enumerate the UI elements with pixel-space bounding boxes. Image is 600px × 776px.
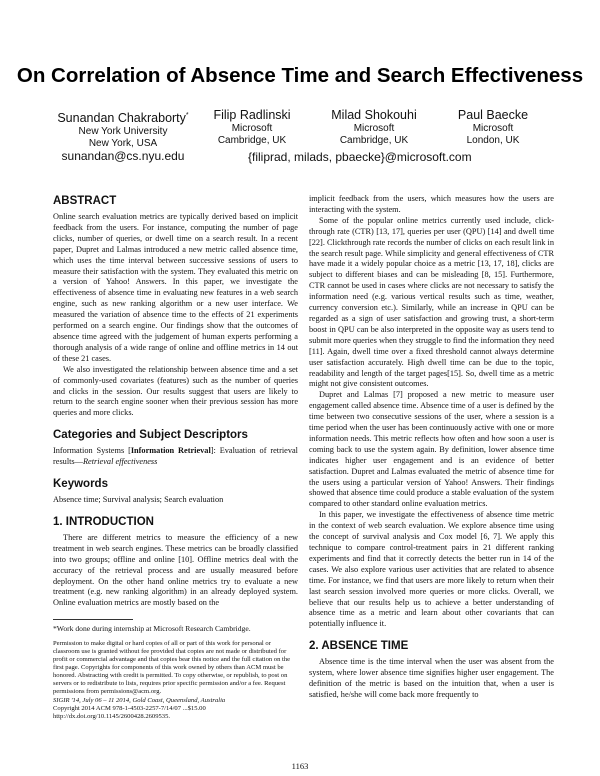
absence-time-definition-paragraph: Dupret and Lalmas [7] proposed a new metric to measure user engagement called absence time. Absence time of a user is defined by the time between two consecutive sessions of the user, where a session is a time period when the user has been continuously active with one or more information needs. This metric reflects how often and how soon a user is coming back to use the system again. By definition, lower absence time indicates higher user engagement and is an evidence of better satisfaction. Dupret and Lalmas evaluated the metric of absence time for the users using a particular version of Yahoo! Answers. Their findings showed that absence time could produce a stable evaluation of the system compared to other standard online evaluation metrics. (309, 390, 554, 509)
author-affiliation: Microsoft (353, 123, 395, 134)
shared-email[interactable]: {filiprad, milads, pbaecke}@microsoft.com (248, 150, 472, 164)
abstract-paragraph-1: Online search evaluation metrics are typically derived based on implicit feedback from the users. For instance, computing the number of page clicks, number of queries, or dwell time on a search result. In a recent paper, Dupret and Lalmas introduced a new metric called absence time, which uses the time interval between successive sessions of users to measure their satisfaction with the system. They evaluated this metric on a version of Yahoo! Answers. In this paper, we investigate the effectiveness of absence time in evaluating new features in a web search engine, such as new ranking algorithm or a new user interface. We measured the variation of absence time to the effects of 21 experiments performed on a search engine. Our findings show that the outcomes of absence time agreed with the judgement of human experts performing a thorough analysis of a wide range of online and offline metrics in 14 out of these 21 cases. (53, 212, 298, 363)
author-chakraborty (48, 108, 198, 163)
permission-notice: Permission to make digital or hard copies of all or part of this work for personal or classroom use is granted without fee provided that copies are not made or distributed for profit or commercial advantage and that copies bear this notice and the full citation on the first page. Copyrights for components of this work owned by others than ACM must be honored. Abstracting with credit is permitted. To copy otherwise, or republish, to post on servers or to redistribute to lists, requires prior specific permission and/or a fee. Request permissions from permissions@acm.org. (53, 639, 291, 696)
footnote-divider (53, 619, 133, 620)
author-affiliation: New York University (78, 126, 168, 138)
copyright-line: Copyright 2014 ACM 978-1-4503-2257-7/14/07 ...$15.00 (53, 704, 206, 712)
author-location: New York, USA (88, 137, 158, 149)
introduction-heading: 1. INTRODUCTION (53, 515, 154, 528)
author-footnote-mark: * (185, 112, 189, 119)
page-number: 1163 (291, 761, 309, 771)
author-name: Filip Radlinski (213, 108, 291, 122)
abstract-paragraph-2: We also investigated the relationship between absence time and a set of commonly-used covariates (features) such as the number of queries and clicks in the session. Our results suggest that users are likely to return to the search engine sooner when their previous session has more queries and more clicks. (53, 364, 298, 418)
keywords-heading: Keywords (53, 478, 108, 491)
author-name: Milad Shokouhi (331, 108, 417, 122)
contribution-paragraph: In this paper, we investigate the effectiveness of absence time metric in the context of web search evaluation. We explore absence time using the concept of survival analysis and Cox model [6, 7]. We apply this technique to compare control-treatment pairs in 21 different ranking experiments and find that it correctly detects the better run in 14 of the cases. We also explore various user activities that are related to absence time. For instance, we find that users are more likely to return when their last search session involved more queries or more clicks. Overall, we believe that our results help us to achieve a better understanding of absence time as a metric and learn about other covariants that can potentially influence it. (309, 510, 554, 629)
keywords-text: Absence time; Survival analysis; Search evaluation (53, 495, 224, 505)
author-affiliation: Microsoft (231, 123, 273, 134)
author-affiliation: Microsoft (472, 123, 514, 134)
author-baecke (438, 108, 548, 146)
left-column (53, 194, 298, 721)
categories-heading: Categories and Subject Descriptors (53, 429, 248, 442)
author-location: Cambridge, UK (217, 134, 287, 146)
metrics-paragraph: Some of the popular online metrics currently used include, click-through rate (CTR) [13, 17], queries per user (QPU) [14] and dwell time [22]. Clickthrough rate records the number of clicks on each result link in the search result page. While simplicity and general effectiveness of CTR have made it a widely popular choice as a metric [13, 17, 18], clicks are subject to different biases and can be misleading [8, 15]. Furthermore, CTR cannot be used in cases where clicks are not necessary to satisfy the information need (e.g. various vertical results such as time, weather, currency conversion etc.). Similarly, while an increase in QPU can be regarded as a sign of user satisfaction and growing trust, a short-term boost in QPU can be also interpreted in the opposite way as users tend to submit more queries when they struggle to find the information they need [11]. Again, dwell time over a fixed threshold cannot always determine user satisfaction accurately. High dwell time can be due to the topic, readability and length of the target pages[15]. So, dwell time as a metric might not give consistent outcomes. (309, 215, 554, 389)
paper-title: On Correlation of Absence Time and Search Effectiveness (16, 64, 584, 87)
venue-line: SIGIR '14, July 06 – 11 2014, Gold Coast, Queensland, Australia (53, 696, 226, 704)
author-email[interactable]: sunandan@cs.nyu.edu (61, 149, 185, 164)
intro-continued-paragraph: implicit feedback from the users, which measures how the users are interacting with the system. (309, 194, 554, 214)
author-shokouhi (314, 108, 434, 146)
author-location: Cambridge, UK (339, 134, 409, 146)
footnote: *Work done during internship at Microsoft Research Cambridge. (53, 624, 251, 634)
right-column (309, 194, 554, 701)
author-radlinski (192, 108, 312, 146)
absence-time-paragraph: Absence time is the time interval when the user was absent from the system, where lower absence time signifies higher user engagement. The definition of the metric is based on the intuition that, when a user is satisfied, he/she will come back more frequently to (309, 657, 554, 699)
abstract-heading: ABSTRACT (53, 195, 117, 207)
author-name: Sunandan Chakraborty (57, 111, 186, 126)
author-name: Paul Baecke (457, 108, 529, 122)
author-location: London, UK (466, 134, 520, 146)
doi-link[interactable]: http://dx.doi.org/10.1145/2600428.2609535. (53, 712, 171, 720)
categories-text: Information Systems [Information Retrieval]: Evaluation of retrieval results—Retrieval effectiveness (53, 446, 298, 467)
introduction-paragraph-1: There are different metrics to measure the efficiency of a new treatment in web search engines. These metrics can be broadly classified into two groups; offline and online [10]. Offline metrics deal with the accuracy of the retrieval process and are usually measured before deployment. On the other hand online metrics try to evaluate a new treatment (e.g. new ranking algorithm) in an already deployed system. Online evaluation metrics are mostly based on the (53, 532, 298, 608)
absence-time-heading: 2. ABSENCE TIME (309, 640, 409, 653)
